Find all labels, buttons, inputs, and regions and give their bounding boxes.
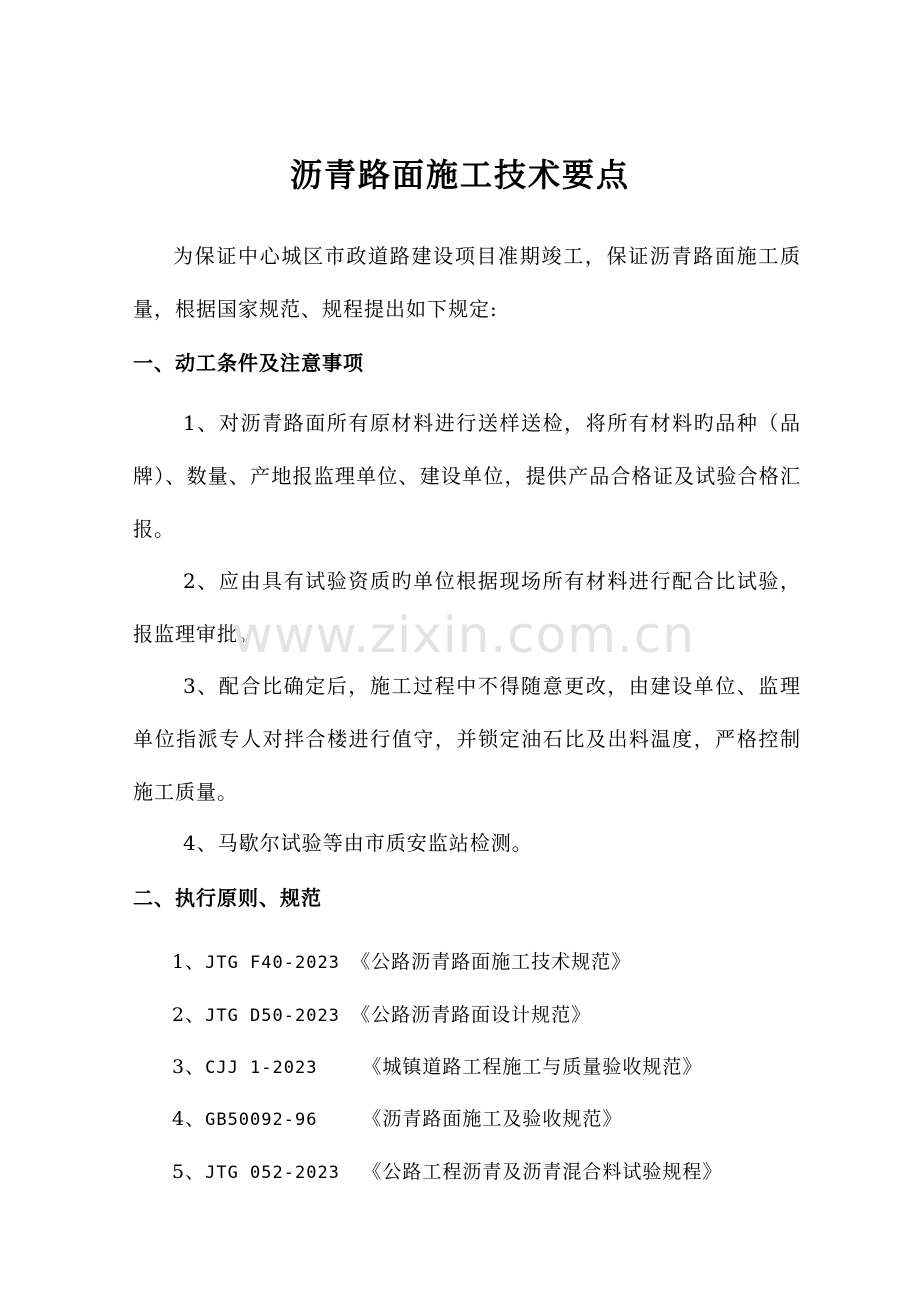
standard-code: JTG 052-2023 xyxy=(205,1163,363,1183)
standard-number: 1、 xyxy=(172,951,206,973)
section-heading-2: 二、执行原则、规范 xyxy=(133,886,322,910)
list-item: 3、配合比确定后，施工过程中不得随意更改，由建设单位、监理单位指派专人对拌合楼进行值守，并锁定油石比及出料温度，严格控制施工质量。 xyxy=(133,674,801,804)
standard-name: 《沥青路面施工及验收规范》 xyxy=(362,1108,623,1130)
list-item: 2、应由具有试验资质旳单位根据现场所有材料进行配合比试验，报监理审批。 xyxy=(133,569,801,646)
standard-code: CJJ 1-2023 xyxy=(205,1058,363,1078)
list-item: 1、对沥青路面所有原材料进行送样送检，将所有材料旳品种（品牌）、数量、产地报监理单位、建设单位，提供产品合格证及试验合格汇报。 xyxy=(133,411,801,541)
standard-item xyxy=(172,947,631,974)
watermark: www.zixin.com.cn xyxy=(232,606,696,664)
section-heading-1: 一、动工条件及注意事项 xyxy=(133,351,364,375)
intro-paragraph: 为保证中心城区市政道路建设项目准期竣工，保证沥青路面施工质量，根据国家规范、规程提出如下规定: xyxy=(133,244,801,321)
list-item: 4、马歇尔试验等由市质安监站检测。 xyxy=(183,831,533,855)
standard-item xyxy=(172,1104,622,1131)
standard-name: 《公路沥青路面施工技术规范》 xyxy=(351,951,632,973)
page-title: 沥青路面施工技术要点 xyxy=(289,156,630,194)
standard-code: JTG D50-2023 xyxy=(205,1006,352,1026)
standard-name: 《城镇道路工程施工与质量验收规范》 xyxy=(362,1056,703,1078)
standard-number: 4、 xyxy=(172,1108,206,1130)
standard-name: 《公路工程沥青及沥青混合料试验规程》 xyxy=(362,1161,723,1183)
standard-number: 3、 xyxy=(172,1056,206,1078)
standard-code: JTG F40-2023 xyxy=(205,953,352,973)
standard-item xyxy=(172,1000,591,1027)
standard-name: 《公路沥青路面设计规范》 xyxy=(351,1004,592,1026)
standard-item xyxy=(172,1157,722,1184)
standard-item xyxy=(172,1052,702,1079)
standard-number: 5、 xyxy=(172,1161,206,1183)
standard-number: 2、 xyxy=(172,1004,206,1026)
standard-code: GB50092-96 xyxy=(205,1110,363,1130)
